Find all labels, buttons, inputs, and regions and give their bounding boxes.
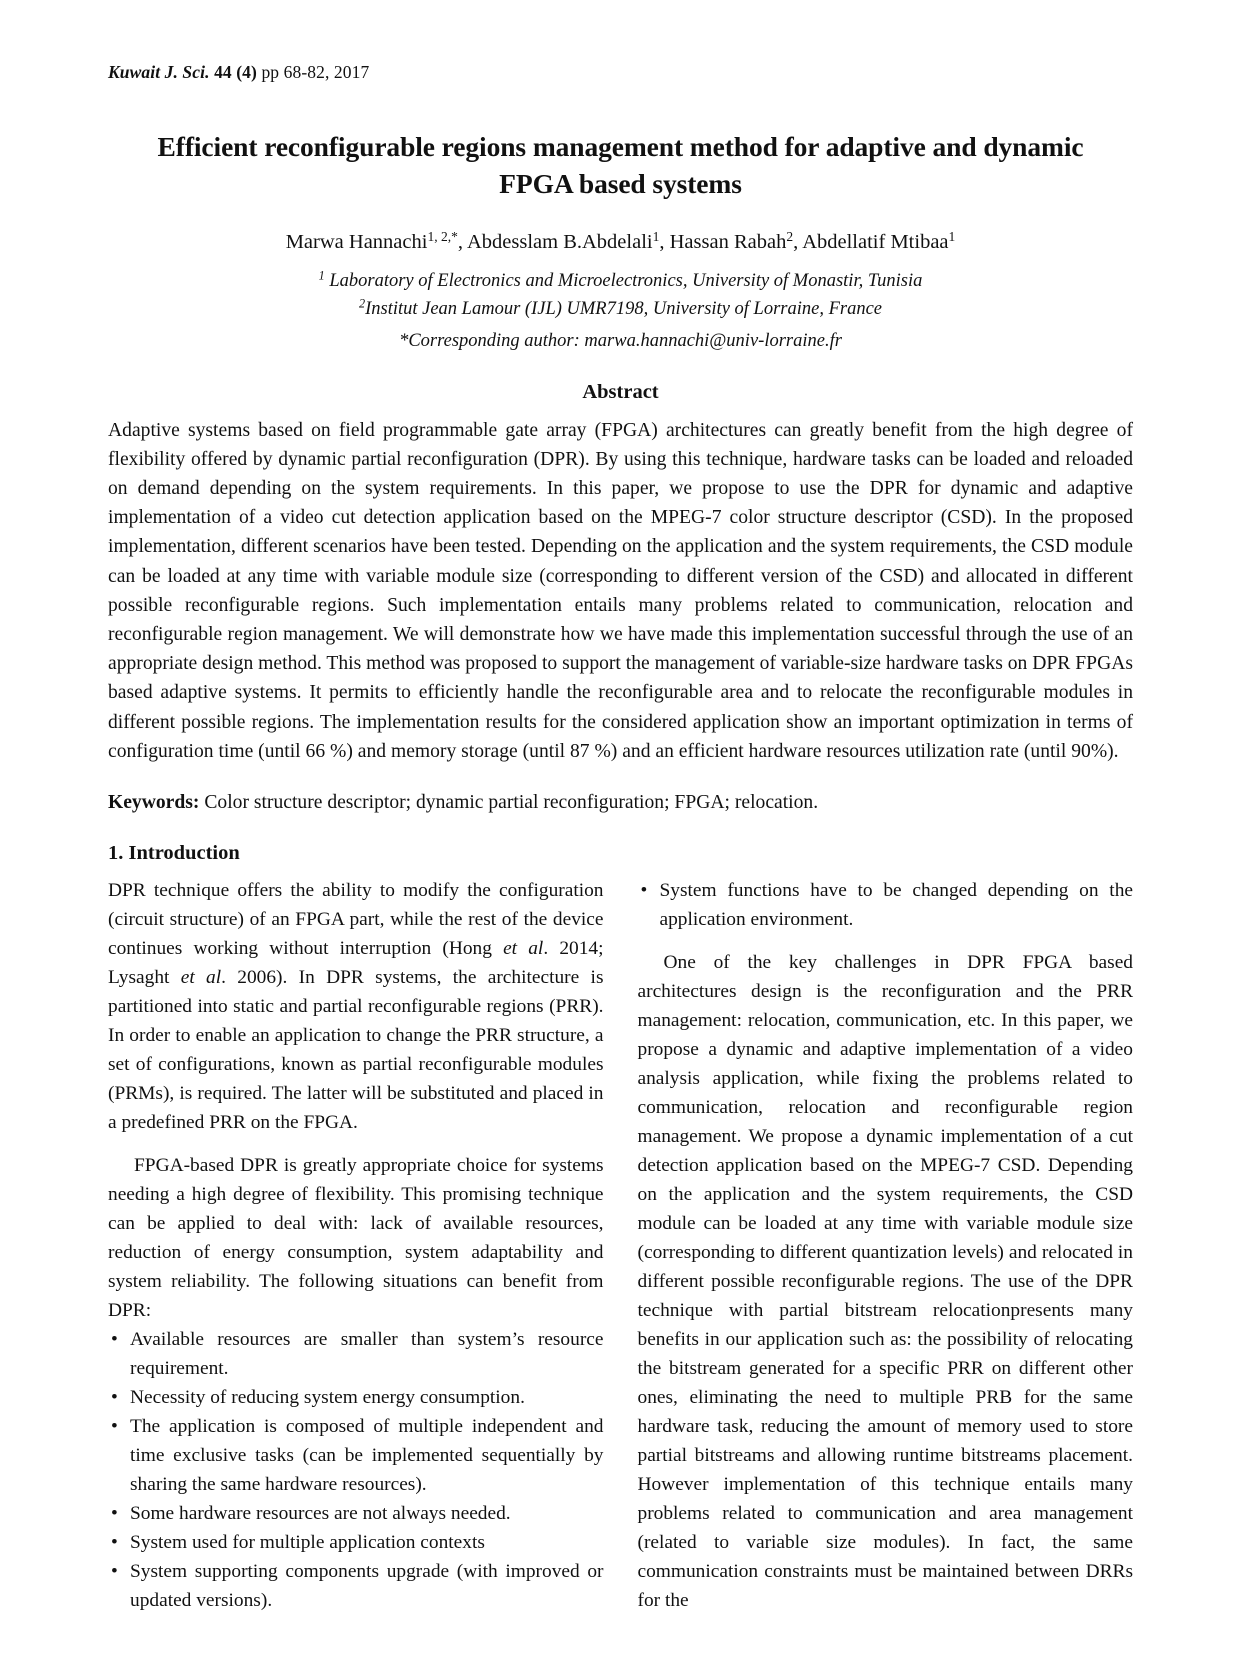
abstract-body: Adaptive systems based on field programmable gate array (FPGA) architectures can greatly benefit from the high degree of flexibility offered by dynamic partial reconfiguration (DPR). By using this technique, hardware tasks can be loaded and reloaded on demand depending on the system requirements. In this paper, we propose to use the DPR for dynamic and adaptive implementation of a video cut detection application based on the MPEG-7 color structure descriptor (CSD). In the proposed implementation, different scenarios have been tested. Depending on the application and the system requirements, the CSD module can be loaded at any time with variable module size (corresponding to different version of the CSD) and allocated in different possible reconfigurable regions. Such implementation entails many problems related to communication, relocation and reconfigurable region management. We will demonstrate how we have made this implementation successful through the use of an appropriate design method. This method was proposed to support the management of variable-size hardware tasks on DPR FPGAs based adaptive systems. It permits to efficiently handle the reconfigurable area and to relocate the reconfigurable modules in different possible regions. The implementation results for the considered application show an important optimization in terms of configuration time (until 66 %) and memory storage (until 87 %) and an efficient hardware resources utilization rate (until 90%). [108,419,1133,762]
list-item: • The application is composed of multiple independent and time exclusive tasks (can be implemented sequentially by sharing the same hardware resources). [108,1412,604,1499]
list-item: • System used for multiple application contexts [108,1528,604,1557]
left-p1-part-c: . 2006). In DPR systems, the architecture is partitioned into static and partial reconfigurable regions (PRR). In order to enable an application to change the PRR structure, a set of configurations, known as partial reconfigurable modules (PRMs), is required. The latter will be substituted and placed in a predefined PRR on the FPGA. [108,967,604,1134]
author-sup-3: 2 [786,228,794,244]
running-head [108,62,1133,83]
left-paragraph-1 [108,876,604,1137]
affiliation-text-1: Laboratory of Electronics and Microelectronics, University of Monastir, Tunisia [324,271,923,292]
author-name-1: Marwa Hannachi [285,230,428,253]
list-item: • Available resources are smaller than system’s resource requirement. [108,1325,604,1383]
author-name-2: , Abdesslam B.Abdelali [457,230,653,253]
keywords-label: Keywords: [108,791,200,813]
abstract-heading: Abstract [582,380,659,403]
left-p1-etal-1: et al [503,938,544,960]
right-bullet-list [638,876,1134,934]
journal-pages: pp 68-82, 2017 [261,62,370,82]
paper-title: Efficient reconfigurable regions management method for adaptive and dynamic FPGA based systems [157,131,1084,199]
right-column [638,876,1134,1615]
left-bullet-list [108,1325,604,1615]
left-column [108,876,604,1615]
left-paragraph-2: FPGA-based DPR is greatly appropriate choice for systems needing a high degree of flexibility. This promising technique can be applied to deal with: lack of available resources, reduction of energy consumption, system adaptability and system reliability. The following situations can benefit from DPR: [108,1155,604,1322]
list-item: • Some hardware resources are not always needed. [108,1499,604,1528]
affiliation-1 [108,267,1133,295]
list-item: • Necessity of reducing system energy consumption. [108,1383,604,1412]
affiliation-sup-2: 2 [358,297,366,312]
author-name-3: , Hassan Rabah [659,230,787,253]
keywords-line [108,788,1133,817]
corresponding-author: *Corresponding author: marwa.hannachi@univ-lorraine.fr [399,330,842,351]
two-column-body [108,876,1133,1615]
list-item: • System functions have to be changed depending on the application environment. [638,876,1134,934]
author-list [108,229,1133,257]
section-heading-introduction: 1. Introduction [108,842,240,865]
left-p1-part-b: . 2014; Lysaght [108,938,604,989]
author-sup-1: 1, 2,* [427,228,458,244]
author-name-4: , Abdellatif Mtibaa [793,230,949,253]
affiliation-text-2: Institut Jean Lamour (IJL) UMR7198, University of Lorraine, France [365,299,883,320]
right-paragraph-1: One of the key challenges in DPR FPGA based architectures design is the reconfiguration and the PRR management: relocation, communication, etc. In this paper, we propose a dynamic and adaptive implementation of a video analysis application, while fixing the problems related to communication, relocation and reconfigurable region management. We propose a dynamic implementation of a cut detection application based on the MPEG-7 CSD. Depending on the application and the system requirements, the CSD module can be loaded at any time with variable module size (corresponding to different quantization levels) and relocated in different possible reconfigurable regions. The use of the DPR technique with partial bitstream relocationpresents many benefits in our application such as: the possibility of relocating the bitstream generated for a specific PRR on different other ones, eliminating the need to multiple PRB for the same hardware task, reducing the amount of memory used to store partial bitstreams and allowing runtime bitstreams placement. However implementation of this technique entails many problems related to communication and area management (related to variable size modules). In fact, the same communication constraints must be maintained between DRRs for the [637,952,1133,1612]
journal-volume: 44 [214,62,232,82]
author-sup-4: 1 [948,228,956,244]
affiliation-sup-1: 1 [318,269,325,284]
left-p1-etal-2: et al [180,967,222,989]
journal-issue: (4) [236,62,257,82]
list-item: • System supporting components upgrade (with improved or updated versions). [108,1557,604,1615]
keywords-text: Color structure descriptor; dynamic partial reconfiguration; FPGA; relocation. [199,791,819,813]
author-sup-2: 1 [652,228,660,244]
left-p1-part-a: DPR technique offers the ability to modify the configuration (circuit structure) of an FPGA part, while the rest of the device continues working without interruption (Hong [108,880,604,960]
affiliation-2 [108,295,1133,323]
journal-name: Kuwait J. Sci. [108,62,210,82]
